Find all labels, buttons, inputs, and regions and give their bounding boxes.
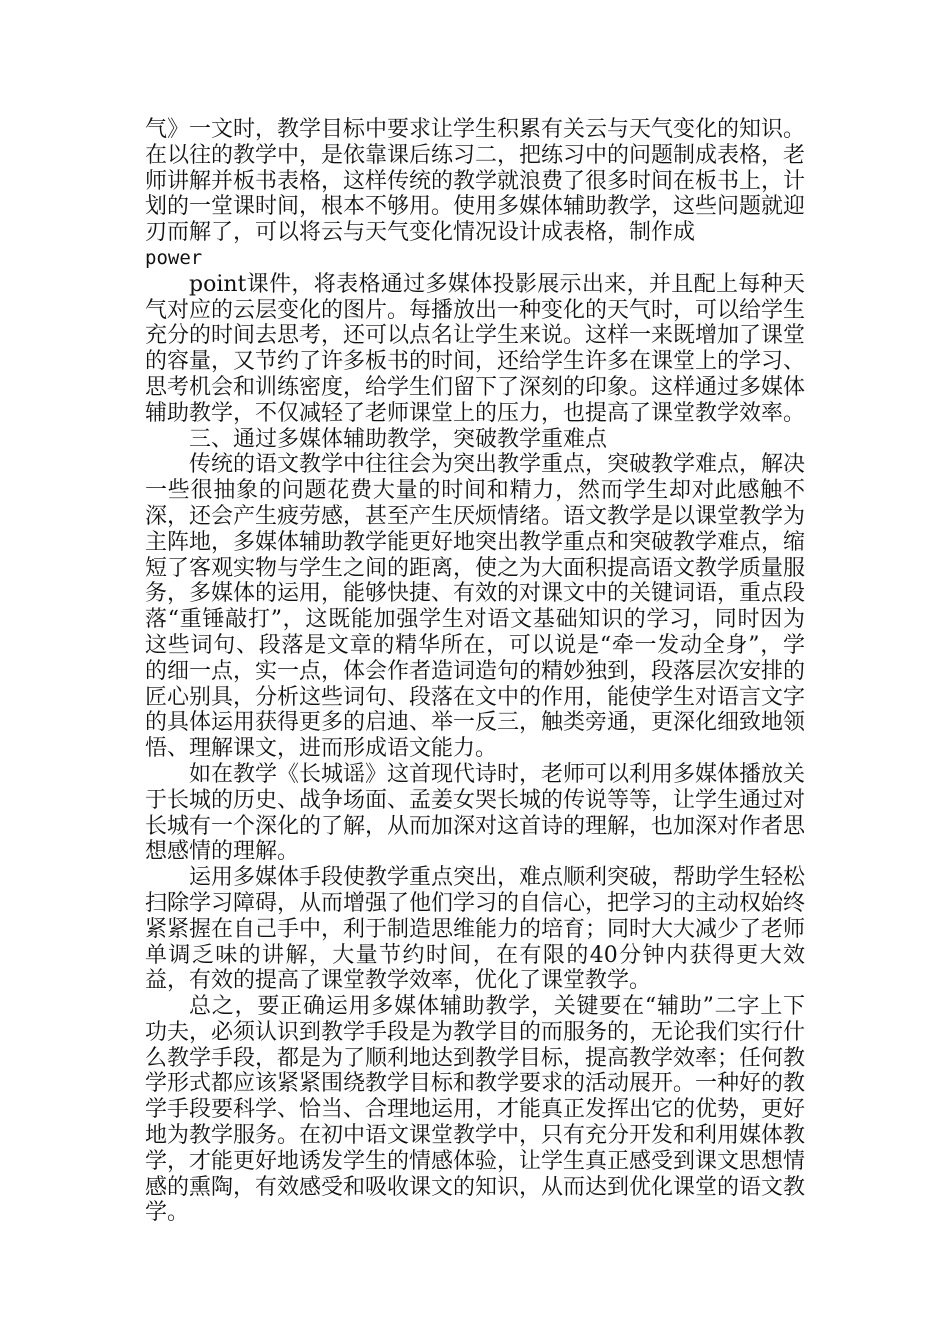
paragraph-8-conclusion: 总之，要正确运用多媒体辅助教学，关键要在“辅助”二字上下功夫，必须认识到教学手段是为教学目的而服务的，无论我们实行什么教学手段，都是为了顺利地达到教学目标，提高教学效率；任何教学形式都应该紧紧围绕教学目标和教学要求的活动展开。一种好的教学手段要科学、恰当、合理地运用，才能真正发挥出它的优势，更好地为教学服务。在初中语文课堂教学中，只有充分开发和利用媒体教学，才能更好地诱发学生的情感体验，让学生真正感受到课文思想情感的熏陶，有效感受和吸收课文的知识，从而达到优化课堂的语文教学。 xyxy=(145,994,806,1226)
document-body xyxy=(145,117,805,1226)
paragraph-3: point课件，将表格通过多媒体投影展示出来，并且配上每种天气对应的云层变化的图片。每播放出一种变化的天气时，可以给学生充分的时间去思考，还可以点名让学生来说。这样一来既增加了课堂的容量，又节约了许多板书的时间，还给学生许多在课堂上的学习、思考机会和训练密度，给学生们留下了深刻的印象。这样通过多媒体辅助教学，不仅减轻了老师课堂上的压力，也提高了课堂教学效率。 xyxy=(145,271,806,426)
section-heading-3: 三、通过多媒体辅助教学，突破教学重难点 xyxy=(189,426,608,452)
paragraph-2-word-power: power xyxy=(145,246,203,269)
paragraph-1: 气》一文时，教学目标中要求让学生积累有关云与天气变化的知识。在以往的教学中，是依靠课后练习二，把练习中的问题制成表格，老师讲解并板书表格，这样传统的教学就浪费了很多时间在板书上，计划的一堂课时间，根本不够用。使用多媒体辅助教学，这些问题就迎刃而解了，可以将云与天气变化情况设计成表格，制作成 xyxy=(145,117,806,246)
paragraph-5: 传统的语文教学中往往会为突出教学重点，突破教学难点，解决一些很抽象的问题花费大量的时间和精力，然而学生却对此感触不深，还会产生疲劳感，甚至产生厌烦情绪。语文教学是以课堂教学为主阵地，多媒体辅助教学能更好地突出教学重点和突破教学难点，缩短了客观实物与学生之间的距离，使之为大面积提高语文教学质量服务，多媒体的运用，能够快捷、有效的对课文中的关键词语，重点段落“重锤敲打”，这既能加强学生对语文基础知识的学习，同时因为这些词句、段落是文章的精华所在，可以说是“牵一发动全身”，学的细一点，实一点，体会作者造词造句的精妙独到，段落层次安排的匠心别具，分析这些词句、段落在文中的作用，能使学生对语言文字的具体运用获得更多的启迪、举一反三，触类旁通，更深化细致地领悟、理解课文，进而形成语文能力。 xyxy=(145,452,806,762)
paragraph-6: 如在教学《长城谣》这首现代诗时，老师可以利用多媒体播放关于长城的历史、战争场面、孟姜女哭长城的传说等等，让学生通过对长城有一个深化的了解，从而加深对这首诗的理解，也加深对作者思想感情的理解。 xyxy=(145,761,806,865)
paragraph-7: 运用多媒体手段使教学重点突出，难点顺利突破，帮助学生轻松扫除学习障碍，从而增强了他们学习的自信心，把学习的主动权始终紧紧握在自己手中，利于制造思维能力的培育；同时大大减少了老师单调乏味的讲解，大量节约时间，在有限的40分钟内获得更大效益，有效的提高了课堂教学效率，优化了课堂教学。 xyxy=(145,865,806,994)
